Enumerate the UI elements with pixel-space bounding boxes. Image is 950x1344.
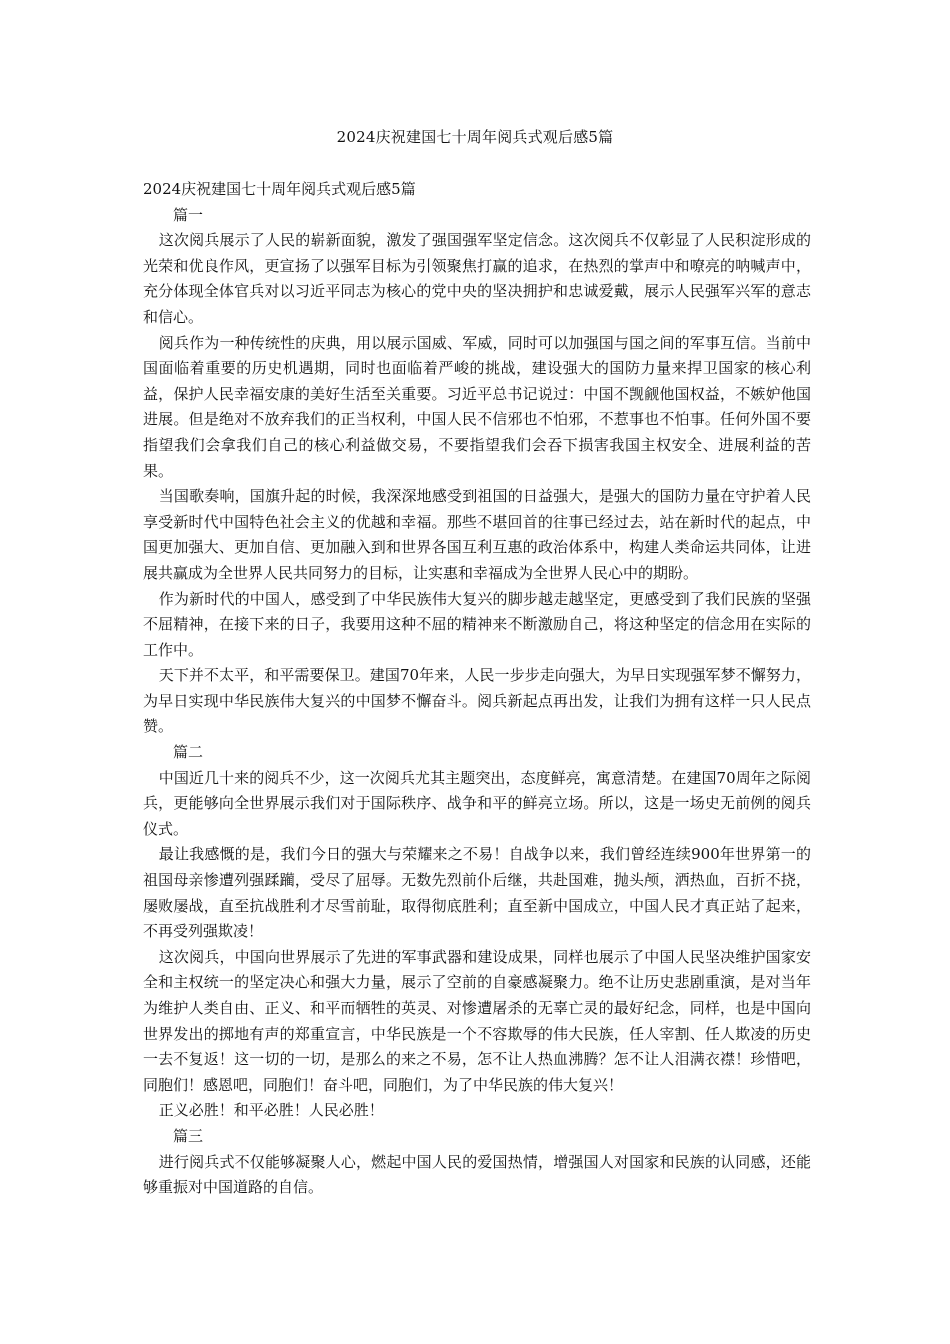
paragraph: 进行阅兵式不仅能够凝聚人心，燃起中国人民的爱国热情，增强国人对国家和民族的认同感，还能够重振对中国道路的自信。 bbox=[143, 1152, 811, 1197]
paragraph: 中国近几十来的阅兵不少，这一次阅兵尤其主题突出，态度鲜亮，寓意清楚。在建国70周年之际阅兵，更能够向全世界展示我们对于国际秩序、战争和平的鲜亮立场。所以，这是一场史无前例的阅兵仪式。 bbox=[143, 768, 811, 838]
paragraph: 当国歌奏响，国旗升起的时候，我深深地感受到祖国的日益强大，是强大的国防力量在守护着人民享受新时代中国特色社会主义的优越和幸福。那些不堪回首的往事已经过去，站在新时代的起点，中国更加强大、更加自信、更加融入到和世界各国互利互惠的政治体系中，构建人类命运共同体，让进展共赢成为全世界人民共同努力的目标，让实惠和幸福成为全世界人民心中的期盼。 bbox=[143, 487, 811, 582]
document-title: 2024庆祝建国七十周年阅兵式观后感5篇 bbox=[336, 128, 614, 146]
section-heading: 篇一 bbox=[173, 205, 204, 224]
paragraph: 作为新时代的中国人，感受到了中华民族伟大复兴的脚步越走越坚定，更感受到了我们民族的坚强不屈精神，在接下来的日子，我要用这种不屈的精神来不断激励自己，将这种坚定的信念用在实际的工作中。 bbox=[143, 589, 811, 659]
section-heading: 篇二 bbox=[173, 743, 204, 762]
section-heading: 篇三 bbox=[173, 1126, 204, 1145]
paragraph: 最让我感慨的是，我们今日的强大与荣耀来之不易！自战争以来，我们曾经连续900年世界第一的祖国母亲惨遭列强蹂躏，受尽了屈辱。无数先烈前仆后继，共赴国难，抛头颅，洒热血，百折不挠，屡败屡战，直至抗战胜利才尽雪前耻，取得彻底胜利；直至新中国成立，中国人民才真正站了起来，不再受列强欺凌！ bbox=[143, 845, 811, 941]
document-subtitle: 2024庆祝建国七十周年阅兵式观后感5篇 bbox=[143, 180, 416, 198]
document-body bbox=[143, 177, 811, 1201]
paragraph: 正义必胜！和平必胜！人民必胜！ bbox=[158, 1101, 384, 1120]
paragraph: 阅兵作为一种传统性的庆典，用以展示国威、军威，同时可以加强国与国之间的军事互信。当前中国面临着重要的历史机遇期，同时也面临着严峻的挑战，建设强大的国防力量来捍卫国家的核心利益，保护人民幸福安康的美好生活至关重要。习近平总书记说过：中国不觊觎他国权益，不嫉妒他国进展。但是绝对不放弃我们的正当权利，中国人民不信邪也不怕邪，不惹事也不怕事。任何外国不要指望我们会拿我们自己的核心利益做交易，不要指望我们会吞下损害我国主权安全、进展利益的苦果。 bbox=[143, 333, 811, 480]
paragraph: 这次阅兵展示了人民的崭新面貌，激发了强国强军坚定信念。这次阅兵不仅彰显了人民积淀形成的光荣和优良作风，更宣扬了以强军目标为引领聚焦打赢的追求，在热烈的掌声中和嘹亮的呐喊声中，充分体现全体官兵对以习近平同志为核心的党中央的坚决拥护和忠诚爱戴，展示人民强军兴军的意志和信心。 bbox=[143, 231, 811, 326]
paragraph: 这次阅兵，中国向世界展示了先进的军事武器和建设成果，同样也展示了中国人民坚决维护国家安全和主权统一的坚定决心和强大力量，展示了空前的自豪感凝聚力。绝不让历史悲剧重演，是对当年为维护人类自由、正义、和平而牺牲的英灵、对惨遭屠杀的无辜亡灵的最好纪念，同样，也是中国向世界发出的掷地有声的郑重宣言，中华民族是一个不容欺辱的伟大民族，任人宰割、任人欺凌的历史一去不复返！这一切的一切，是那么的来之不易，怎不让人热血沸腾？怎不让人泪满衣襟！珍惜吧，同胞们！感恩吧，同胞们！奋斗吧，同胞们，为了中华民族的伟大复兴！ bbox=[143, 947, 811, 1094]
paragraph: 天下并不太平，和平需要保卫。建国70年来，人民一步步走向强大，为早日实现强军梦不懈努力，为早日实现中华民族伟大复兴的中国梦不懈奋斗。阅兵新起点再出发，让我们为拥有这样一只人民点赞。 bbox=[143, 666, 811, 736]
